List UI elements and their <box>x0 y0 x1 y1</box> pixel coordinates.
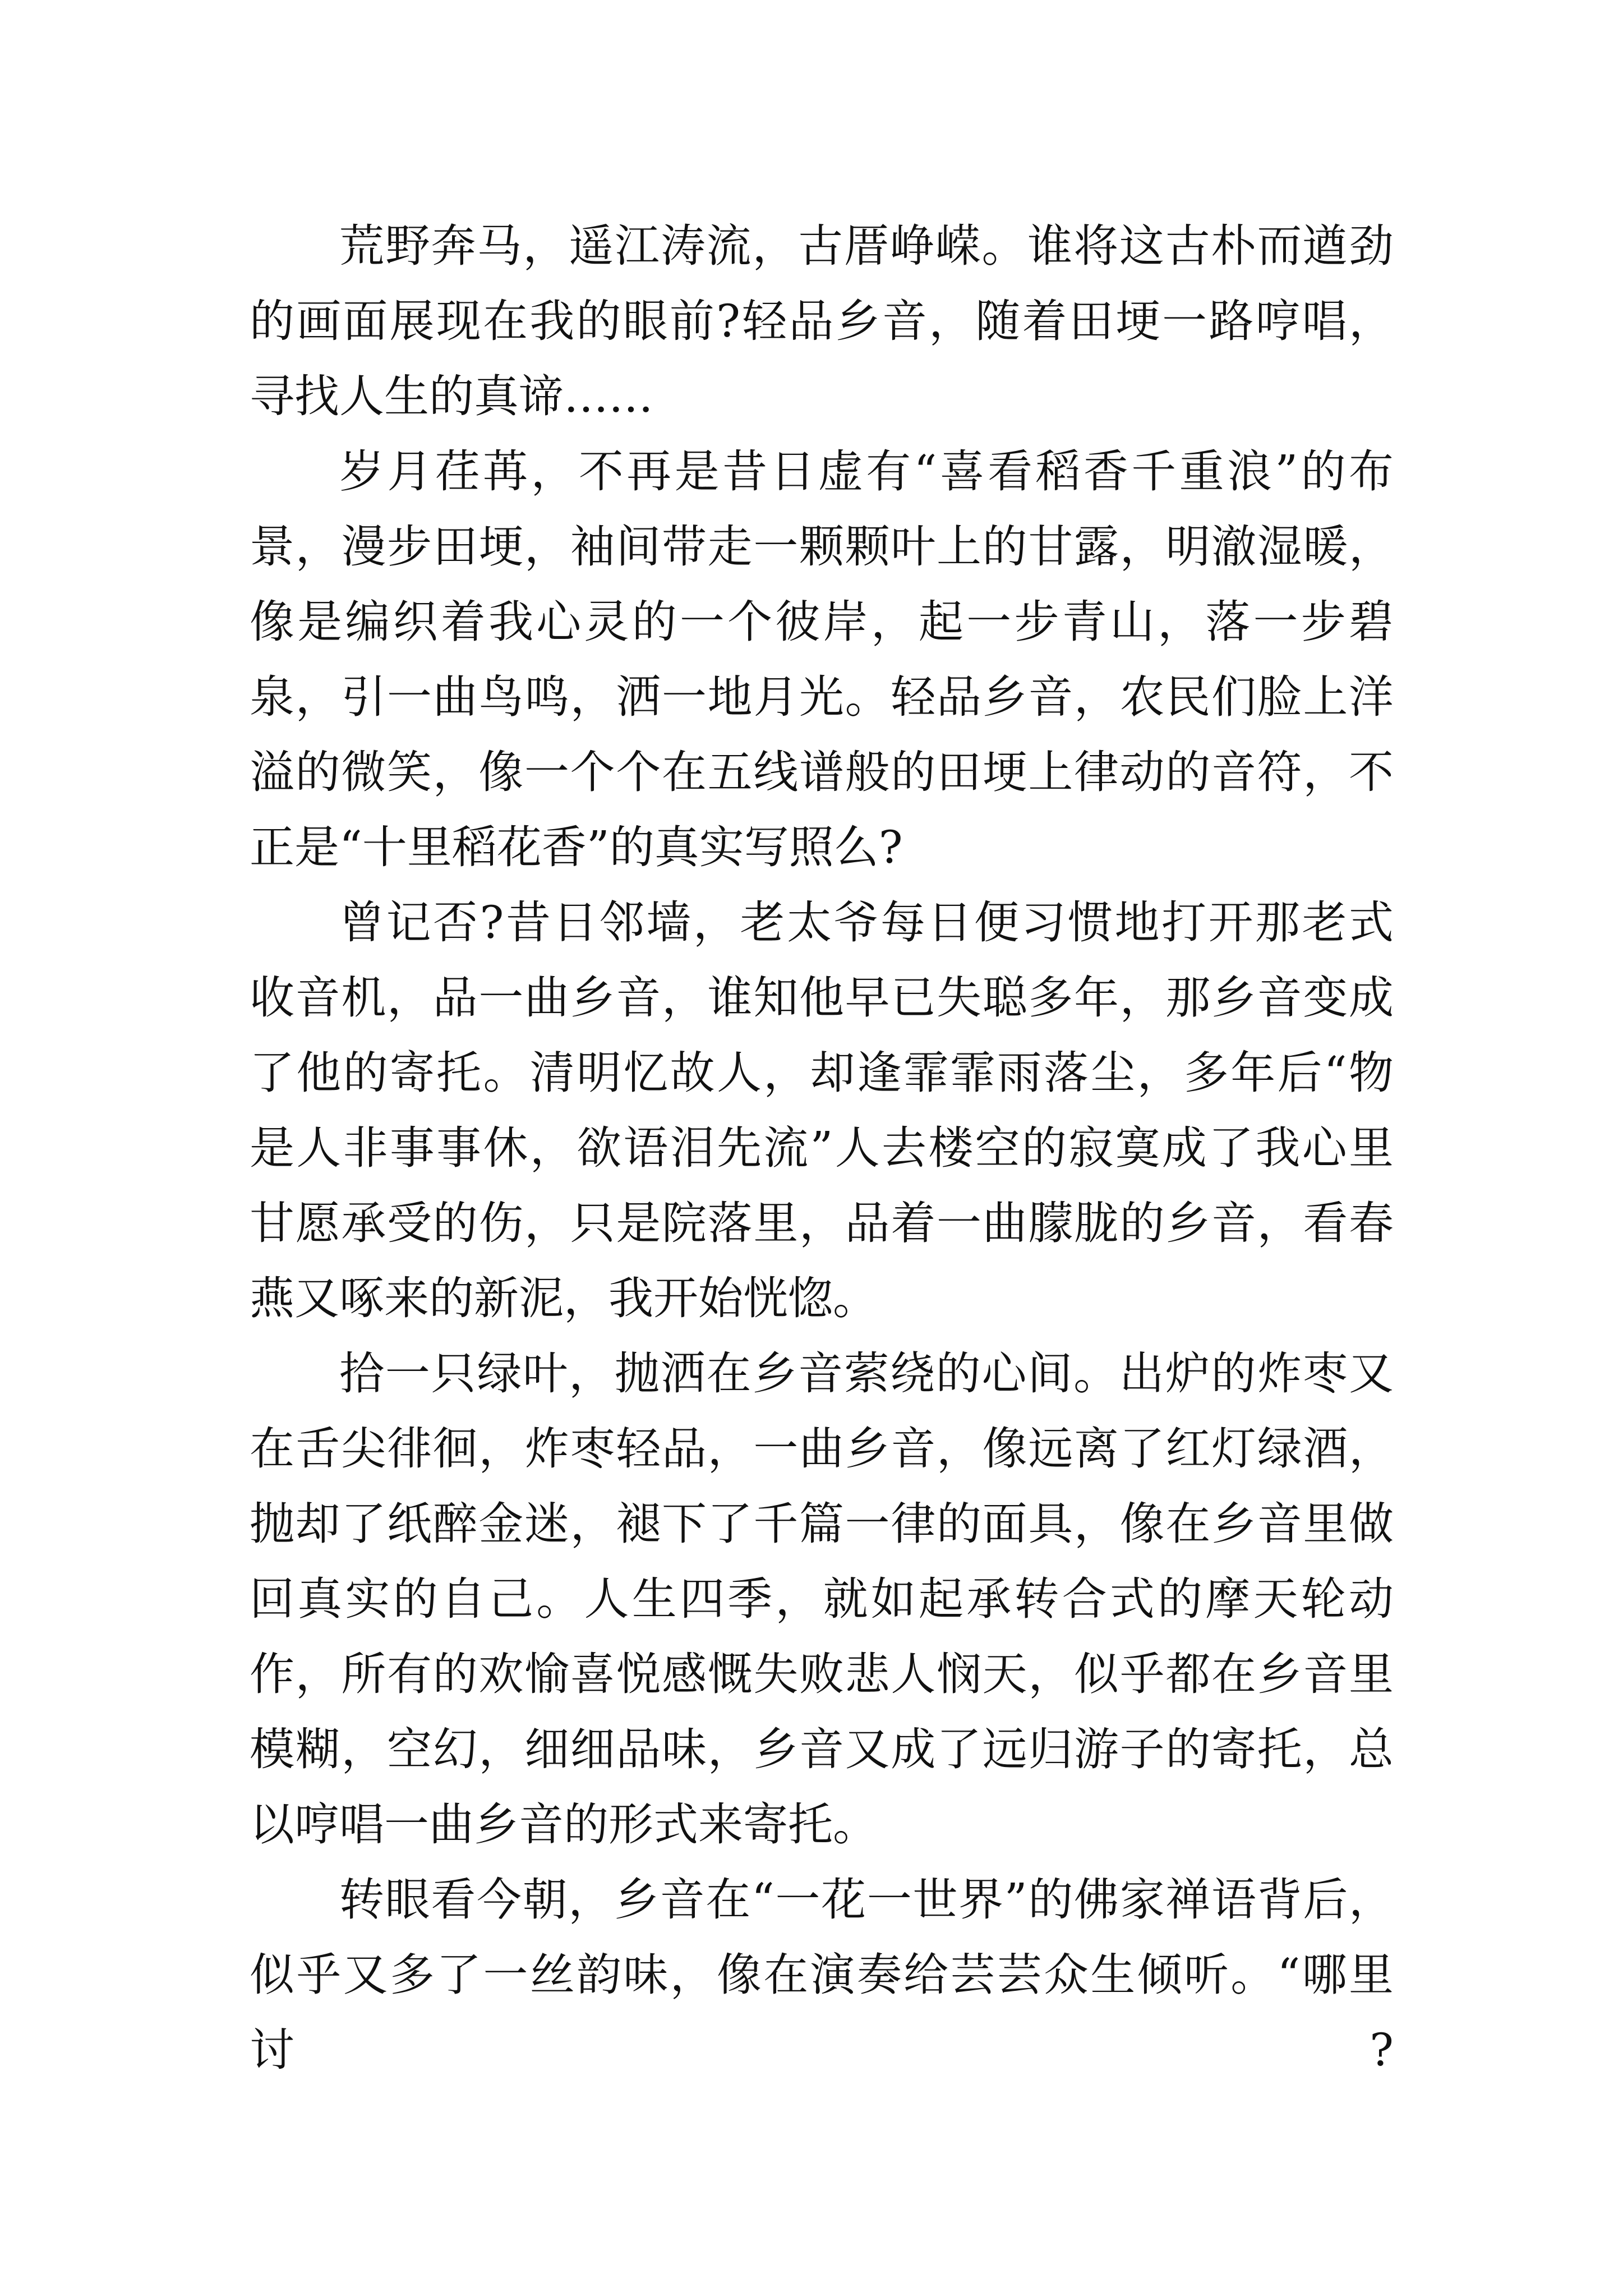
paragraph-1: 荒野奔马，遥江涛流，古厝峥嵘。谁将这古朴而遒劲的画面展现在我的眼前?轻品乡音，随着田埂一路哼唱，寻找人生的真谛…… <box>250 220 1394 422</box>
document-body <box>250 209 1394 2088</box>
paragraph-5: 转眼看今朝，乡音在“一花一世界”的佛家禅语背后，似乎又多了一丝韵味，像在演奏给芸芸众生倾听。“哪里讨? <box>250 1874 1394 2076</box>
paragraph-2: 岁月荏苒，不再是昔日虚有“喜看稻香千重浪”的布景，漫步田埂，袖间带走一颗颗叶上的甘露，明澈湿暖，像是编织着我心灵的一个彼岸，起一步青山，落一步碧泉，引一曲鸟鸣，洒一地月光。轻品乡音，农民们脸上洋溢的微笑，像一个个在五线谱般的田埂上律动的音符，不正是“十里稻花香”的真实写照么? <box>250 445 1394 873</box>
paragraph-4: 拾一只绿叶，抛洒在乡音萦绕的心间。出炉的炸枣又在舌尖徘徊，炸枣轻品，一曲乡音，像远离了红灯绿酒，抛却了纸醉金迷，褪下了千篇一律的面具，像在乡音里做回真实的自己。人生四季，就如起承转合式的摩天轮动作，所有的欢愉喜悦感慨失败悲人悯天，似乎都在乡音里模糊，空幻，细细品味，乡音又成了远归游子的寄托，总以哼唱一曲乡音的形式来寄托。 <box>250 1347 1394 1851</box>
paragraph-3: 曾记否?昔日邻墙，老太爷每日便习惯地打开那老式收音机，品一曲乡音，谁知他早已失聪多年，那乡音变成了他的寄托。清明忆故人，却逢霏霏雨落尘，多年后“物是人非事事休，欲语泪先流”人去楼空的寂寞成了我心里甘愿承受的伤，只是院落里，品着一曲朦胧的乡音，看春燕又啄来的新泥，我开始恍惚。 <box>250 896 1394 1324</box>
